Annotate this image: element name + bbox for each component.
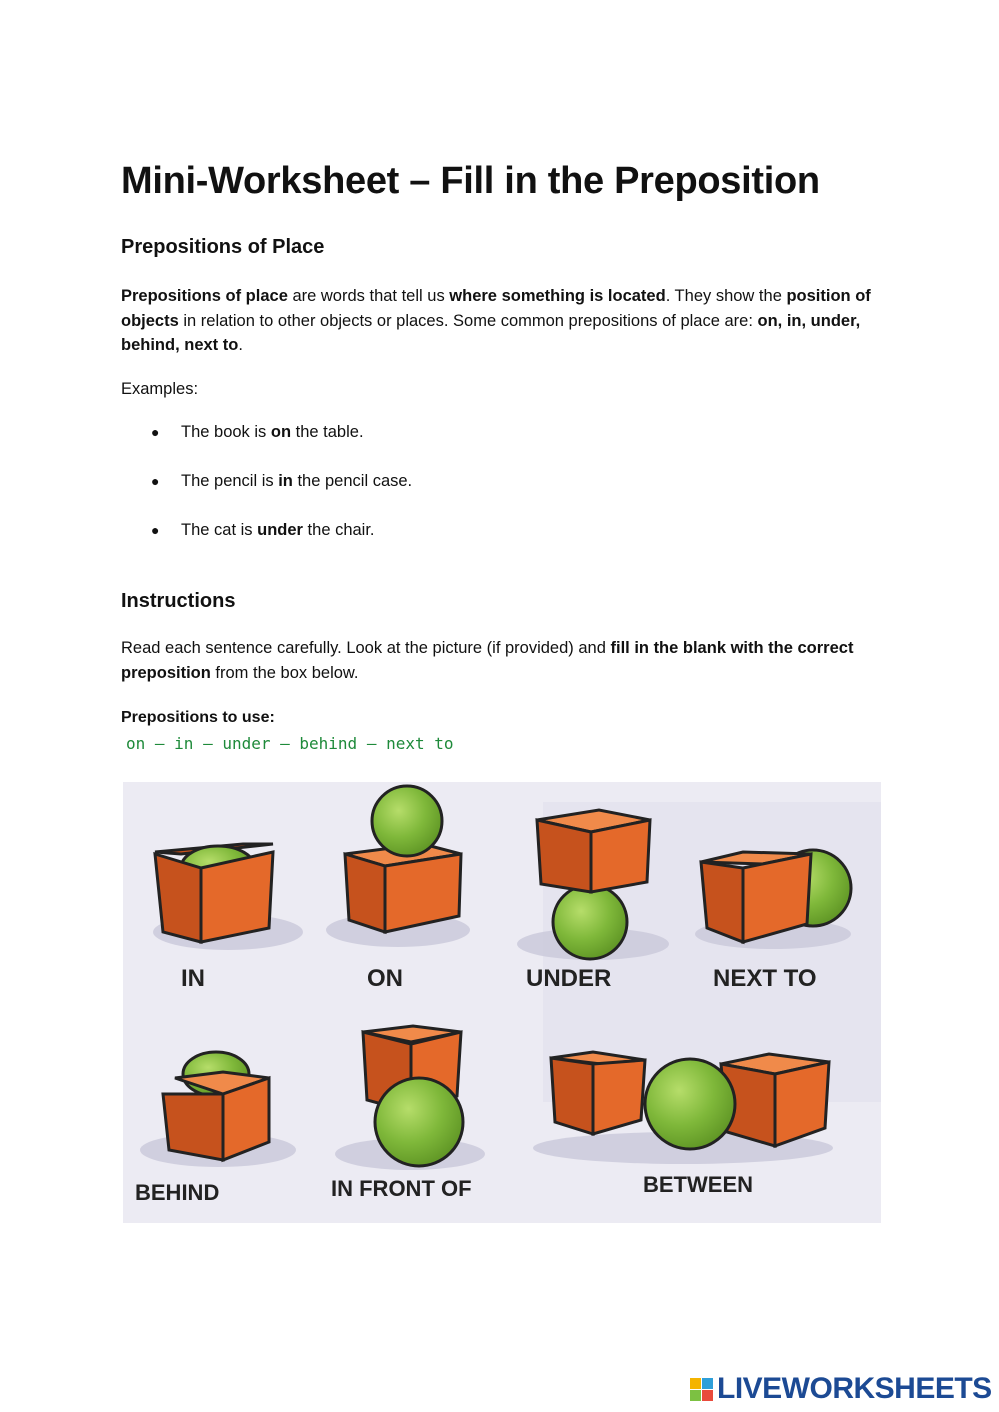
- section-heading-instructions: Instructions: [121, 590, 236, 612]
- prepositions-illustration: [123, 782, 881, 1223]
- label-between: BETWEEN: [643, 1172, 753, 1197]
- between-illustration: [533, 1052, 833, 1164]
- section-heading-prepositions: Prepositions of Place: [121, 236, 325, 258]
- label-next-to: NEXT TO: [713, 965, 817, 992]
- list-item: ● The cat is under the chair.: [121, 518, 412, 567]
- page-title: Mini-Worksheet – Fill in the Preposition: [121, 160, 820, 202]
- next-to-illustration: [695, 850, 851, 949]
- cube-icon: [163, 1094, 223, 1160]
- cube-icon: [345, 854, 385, 932]
- label-on: ON: [367, 965, 403, 992]
- examples-list: [121, 420, 412, 567]
- label-behind: BEHIND: [135, 1180, 220, 1205]
- prepositions-label: Prepositions to use:: [121, 709, 275, 726]
- logo-blocks-icon: [690, 1378, 713, 1401]
- bullet-icon: ●: [151, 522, 160, 538]
- label-in-front-of: IN FRONT OF: [331, 1176, 472, 1201]
- list-item: ● The pencil is in the pencil case.: [121, 469, 412, 518]
- label-in: IN: [181, 965, 205, 992]
- bullet-icon: ●: [151, 473, 160, 489]
- list-item: ● The book is on the table.: [121, 420, 412, 469]
- intro-paragraph: Prepositions of place are words that tell us where something is located. They show the position of objects in relation to other objects or places. Some common prepositions of place are: on, in, under, behind, next to.: [121, 287, 871, 354]
- cube-icon: [155, 854, 201, 942]
- ball-icon: [372, 786, 442, 856]
- examples-label: Examples:: [121, 380, 199, 398]
- label-under: UNDER: [526, 965, 612, 992]
- prepositions-list: on – in – under – behind – next to: [126, 734, 454, 753]
- instructions-paragraph: Read each sentence carefully. Look at the picture (if provided) and fill in the blank with the correct preposition from the box below.: [121, 639, 854, 682]
- cube-icon: [551, 1058, 593, 1134]
- liveworksheets-logo: [690, 1372, 992, 1406]
- ball-icon: [553, 885, 627, 959]
- ball-icon: [645, 1059, 735, 1149]
- logo-text: LIVEWORKSHEETS: [717, 1372, 992, 1405]
- cube-icon: [537, 820, 591, 892]
- ball-icon: [375, 1078, 463, 1166]
- bullet-icon: ●: [151, 424, 160, 440]
